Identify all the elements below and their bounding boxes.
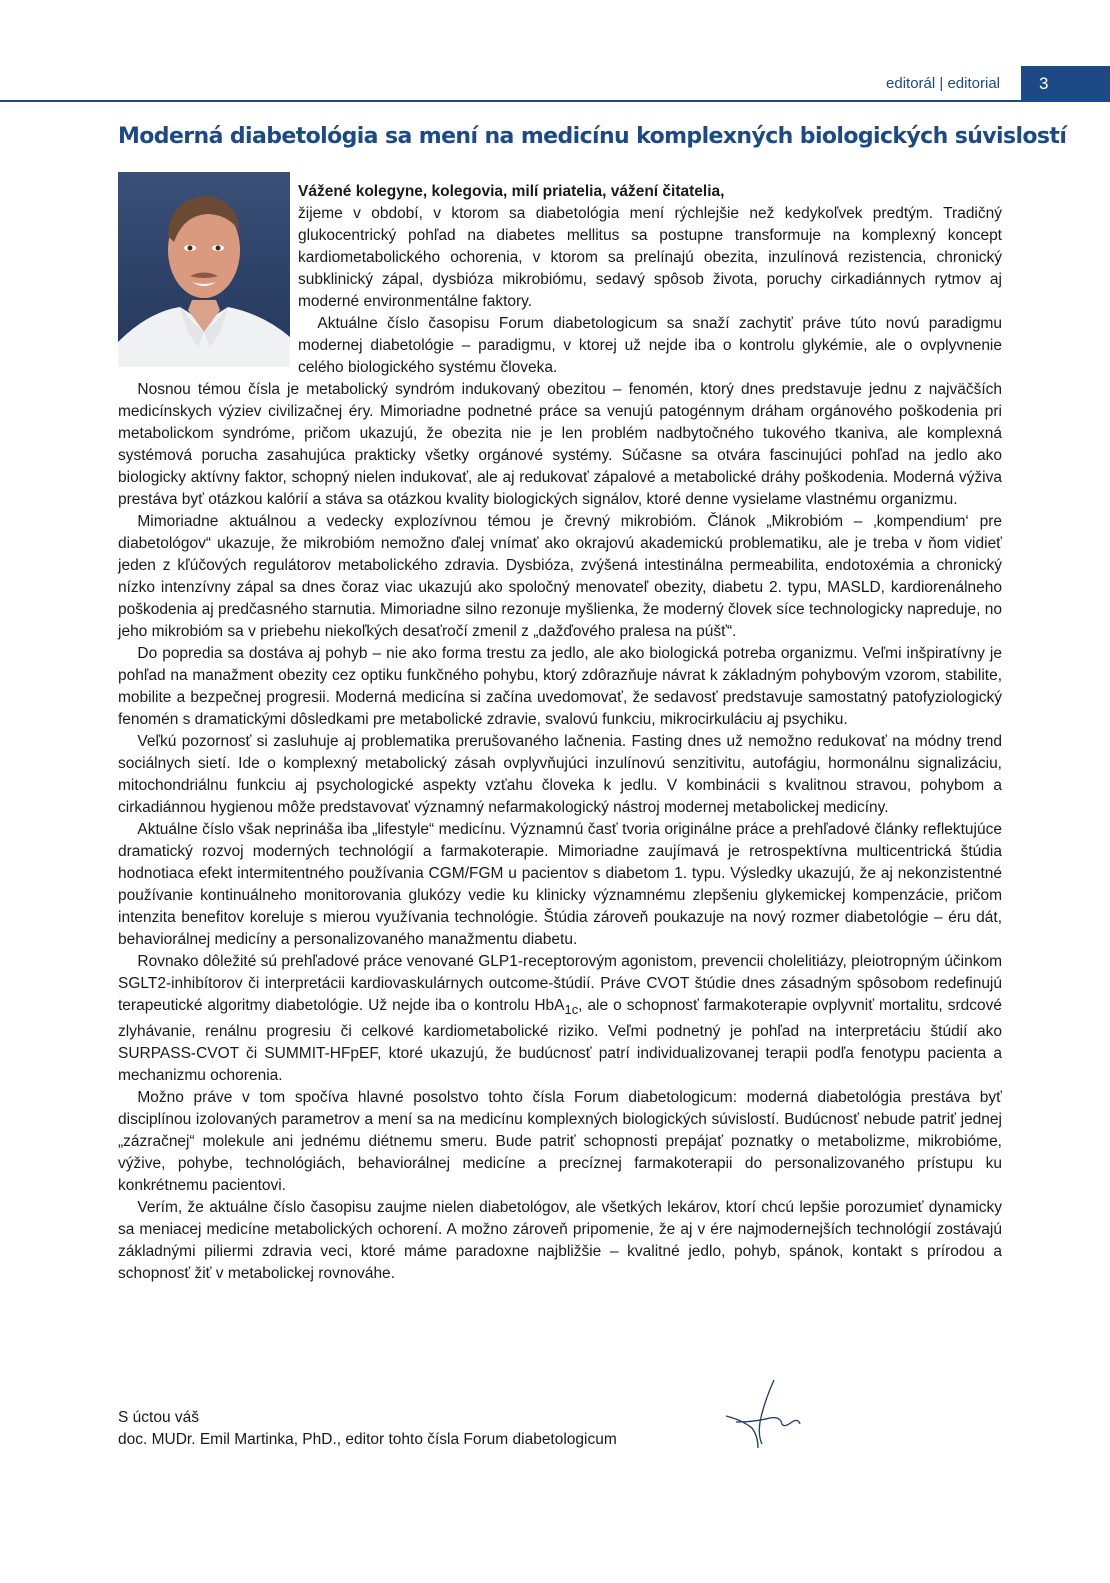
paragraph: Vážené kolegyne, kolegovia, milí priatelia, vážení čitatelia, žijeme v období, v ktorom sa diabetológia mení rýchlejšie než kedykoľvek predtým. Tradičný glukocentrický pohľad na diabetes mellitus sa postupne transformuje na komplexný koncept kardiometabolického ochorenia, v ktorom sa prelínajú obezita, inzulínová rezistencia, chronický subklinický zápal, dysbióza mikrobiómu, sedavý spôsob života, poruchy cirkadiánnych rytmov aj moderné environmentálne faktory. [118,181,1002,313]
paragraph: Mimoriadne aktuálnou a vedecky explozívnou témou je črevný mikrobióm. Článok „Mikrobióm – ‚kompendium‘ pre diabetológov“ ukazuje, že mikrobióm nemožno ďalej vnímať ako okrajovú akademickú problematiku, ale je treba v ňom vidieť jeden z kľúčových regulátorov metabolického zdravia. Dysbióza, zvýšená intestinálna permeabilita, endotoxémia a chronický nízko intenzívny zápal sa dnes čoraz viac ukazujú ako spoločný menovateľ obezity, diabetu 2. typu, MASLD, kardiorenálneho poškodenia aj predčasného starnutia. Mimoriadne silno rezonuje myšlienka, že moderný človek síce technologicky napreduje, no jeho mikrobióm sa v priebehu niekoľkých desaťročí zmenil z „dažďového pralesa na púšť“. [118,513,1002,640]
closing [118,1407,617,1451]
article-title: Moderná diabetológia sa mení na medicínu komplexných biologických súvislostí [118,124,1067,149]
paragraph: Rovnako dôležité sú prehľadové práce venované GLP1-receptorovým agonistom, prevencii cholelitiázy, pleiotropným účinkom SGLT2-inhibítorov či interpretácii kardiovaskulárnych outcome-štúdií. Práve CVOT štúdie dnes zásadným spôsobom redefinujú terapeutické algoritmy diabetológie. Už nejde iba o kontrolu HbA$_{1c}$, ale o schopnosť farmakoterapie ovplyvniť mortalitu, srdcové zlyhávanie, renálnu progresiu či celkové kardiometabolické riziko. Veľmi podnetný je pohľad na interpretáciu štúdií ako SURPASS-CVOT či SUMMIT-HFpEF, ktoré ukazujú, že budúcnosť patrí individualizovanej terapii podľa fenotypu pacienta a mechanizmu ochorenia. [118,953,1002,1085]
salutation: Vážené kolegyne, kolegovia, milí priatelia, vážení čitatelia, [298,183,725,200]
paragraph: Veľkú pozornosť si zasluhuje aj problematika prerušovaného lačnenia. Fasting dnes už nemožno redukovať na módny trend sociálnych sietí. Ide o komplexný metabolický zásah ovplyvňujúci inzulínovú senzitivitu, autofágiu, hormonálnu signalizáciu, mitochondriálnu funkciu aj psychologické aspekty vzťahu človeka k jedlu. V kombinácii s kvalitnou stravou, pohybom a cirkadiánnou hygienou môže predstavovať významný nefarmakologický nástroj modernej metabolickej medicíny. [118,733,1002,816]
paragraph: Aktuálne číslo časopisu Forum diabetologicum sa snaží zachytiť práve túto novú paradigmu modernej diabetológie – paradigmu, v ktorej už nejde iba o kontrolu glykémie, ale o ovplyvnenie celého biologického systému človeka. [298,315,1002,376]
page-number: 3 [1021,66,1110,102]
closing-regards: S úctou váš [118,1409,199,1426]
paragraph: Nosnou témou čísla je metabolický syndróm indukovaný obezitou – fenomén, ktorý dnes predstavuje jednu z najväčších medicínskych výziev civilizačnej éry. Mimoriadne podnetné práce sa venujú patogénnym dráham orgánového poškodenia pri metabolickom syndróme, pričom ukazujú, že obezita nie je len problém nadbytočného tukového tkaniva, ale komplexná systémová porucha zasahujúca prakticky všetky orgánové systémy. Súčasne sa otvára fascinujúci pohľad na jedlo ako biologicky aktívny faktor, schopný nielen indukovať, ale aj redukovať zápalové a metabolické dráhy poškodenia. Moderná výživa prestáva byť otázkou kalórií a stáva sa otázkou kvality biologických signálov, ktoré denne vysielame vlastnému organizmu. [118,381,1002,508]
paragraph: Verím, že aktuálne číslo časopisu zaujme nielen diabetológov, ale všetkých lekárov, ktorí chcú lepšie porozumieť dynamicky sa meniacej medicíne metabolických ochorení. A možno zároveň pripomenie, že aj v ére najmodernejších technológií zostávajú základnými piliermi zdravia veci, ktoré máme paradoxne najbližšie – kvalitné jedlo, pohyb, spánok, kontakt s prírodou a schopnosť žiť v metabolickej rovnováhe. [118,1199,1002,1283]
section-label: editorál | editorial [886,75,1000,92]
article-body [118,181,1002,1285]
paragraph: Možno práve v tom spočíva hlavné posolstvo tohto čísla Forum diabetologicum: moderná diabetológia prestáva byť disciplínou izolovaných parametrov a mení sa na medicínu komplexných biologických súvislostí. Budúcnosť nebude patriť jednej „zázračnej“ molekule ani jednému diétnemu smeru. Bude patriť schopnosti prepájať poznatky o metabolizme, mikrobióme, výžive, pohybe, technológiách, behaviorálnej medicíne a precíznej farmakoterapii do personalizovaného prístupu ku konkrétnemu pacientovi. [118,1089,1002,1195]
header-rule [0,100,1110,102]
handwritten-signature [718,1378,818,1458]
paragraph: Do popredia sa dostáva aj pohyb – nie ako forma trestu za jedlo, ale ako biologická potreba organizmu. Veľmi inšpiratívny je pohľad na manažment obezity cez optiku funkčného pohybu, ktorý zdôrazňuje návrat k základným pohybovým vzorom, stabilite, mobilite a bezpečnej progresii. Moderná medicína si začína uvedomovať, že sedavosť predstavuje samostatný patofyziologický fenomén s dramatickými dôsledkami pre metabolické zdravie, svalovú funkciu, mikrocirkuláciu aj psychiku. [118,645,1002,728]
paragraph: Aktuálne číslo však neprináša iba „lifestyle“ medicínu. Významnú časť tvoria originálne práce a prehľadové články reflektujúce dramatický rozvoj moderných technológií a farmakoterapie. Mimoriadne zaujímavá je retrospektívna multicentrická štúdia hodnotiaca efekt intermitentného používania CGM/FGM u pacientov s diabetom 1. typu. Výsledky ukazujú, že aj nekonzistentné používanie kontinuálneho monitorovania glukózy vedie ku klinicky významnému zlepšeniu glykemickej kompenzácie, pričom intenzita benefitov koreluje s mierou využívania technológie. Štúdia zároveň poukazuje na nový rozmer diabetológie – éru dát, behaviorálnej medicíny a personalizovaného manažmentu diabetu. [118,821,1002,948]
author-signature-line: doc. MUDr. Emil Martinka, PhD., editor tohto čísla Forum diabetologicum [118,1431,617,1448]
